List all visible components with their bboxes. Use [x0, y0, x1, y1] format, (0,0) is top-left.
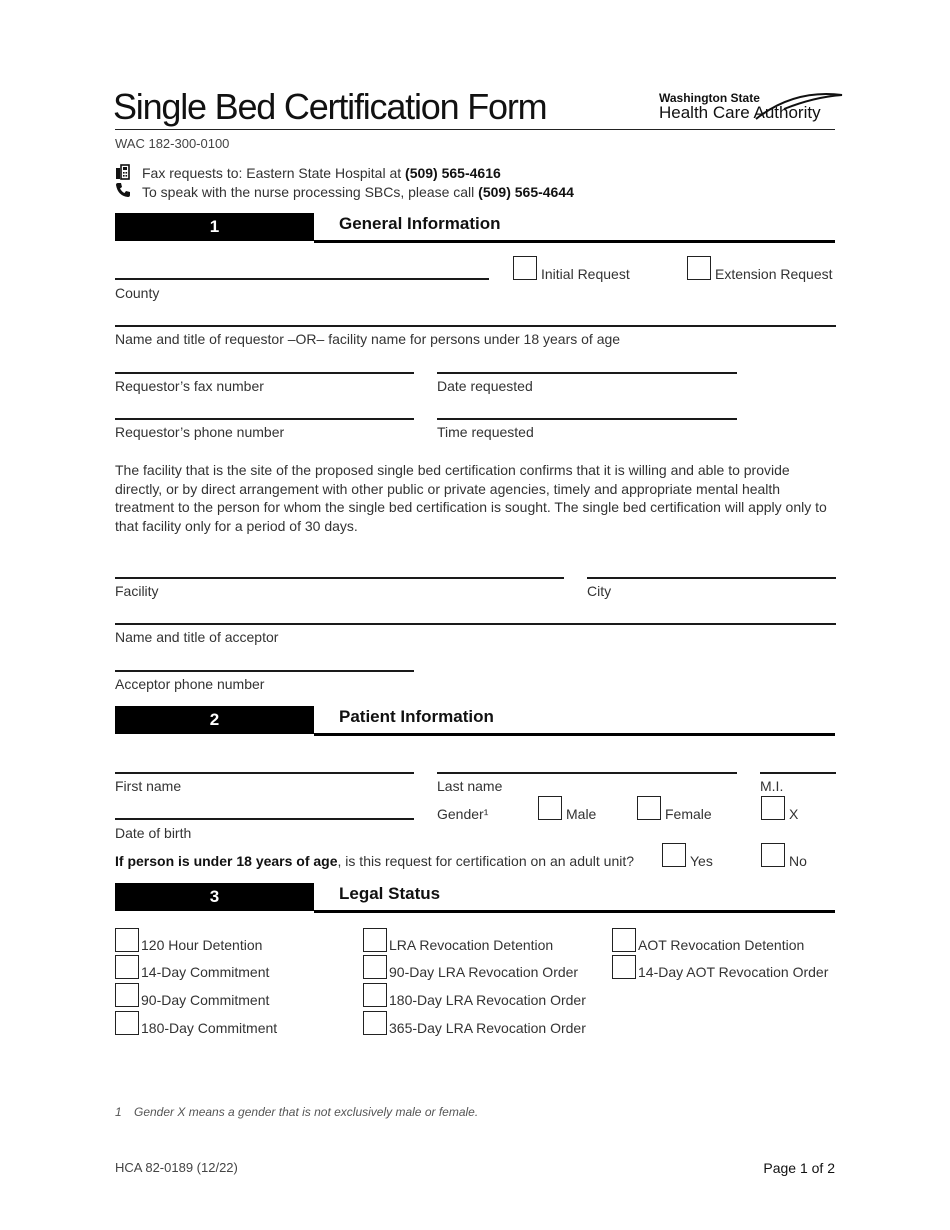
legal-status-label: 180-Day LRA Revocation Order [389, 992, 586, 1008]
adult-unit-question-rest: , is this request for certification on an adult unit? [337, 853, 635, 869]
logo-line1: Washington State [659, 91, 760, 105]
legal-status-label: 120 Hour Detention [141, 937, 263, 953]
section-1-number: 1 [115, 213, 314, 241]
legal-status-checkbox[interactable] [115, 1011, 139, 1035]
section-2-title: Patient Information [339, 707, 494, 726]
city-field[interactable] [587, 577, 836, 579]
initial-request-label: Initial Request [541, 266, 630, 282]
gender-male-checkbox[interactable] [538, 796, 562, 820]
acceptor-name-field[interactable] [115, 623, 836, 625]
gender-x-checkbox[interactable] [761, 796, 785, 820]
first-name-field[interactable] [115, 772, 414, 774]
fax-line [142, 165, 501, 181]
requestor-fax-field[interactable] [115, 372, 414, 374]
county-label: County [115, 285, 160, 301]
date-requested-label: Date requested [437, 378, 533, 394]
section-3-number: 3 [115, 883, 314, 911]
requestor-phone-label: Requestor’s phone number [115, 424, 285, 440]
section-3-title: Legal Status [339, 884, 441, 903]
legal-status-label: 90-Day Commitment [141, 992, 270, 1008]
last-name-label: Last name [437, 778, 503, 794]
legal-status-checkbox[interactable] [363, 955, 387, 979]
hca-logo [659, 91, 821, 123]
page-number: Page 1 of 2 [763, 1160, 835, 1176]
facility-confirmation-paragraph: The facility that is the site of the proposed single bed certification confirms that it is willing and able to provide directly, or by direct arrangement with other public or private agencies, timely and appropriate mental health treatment to the person for whom the single bed certification is sought. The single bed certification will apply only to that facility only for a period of 30 days. [115, 462, 827, 534]
gender-x-label: X [789, 806, 799, 822]
legal-status-checkbox[interactable] [115, 983, 139, 1007]
adult-unit-question [115, 853, 634, 869]
fax-icon [115, 164, 131, 180]
legal-status-checkbox[interactable] [363, 1011, 387, 1035]
legal-status-checkbox[interactable] [115, 928, 139, 952]
acceptor-name-label: Name and title of acceptor [115, 629, 279, 645]
middle-initial-label: M.I. [760, 778, 784, 794]
section-2-header [115, 706, 835, 736]
adult-unit-question-bold: If person is under 18 years of age [115, 853, 338, 869]
legal-status-label: 365-Day LRA Revocation Order [389, 1020, 586, 1036]
gender-male-label: Male [566, 806, 597, 822]
adult-unit-no-checkbox[interactable] [761, 843, 785, 867]
gender-female-checkbox[interactable] [637, 796, 661, 820]
fax-number: (509) 565-4616 [405, 165, 501, 181]
last-name-field[interactable] [437, 772, 737, 774]
section-2-number: 2 [115, 706, 314, 734]
section-1-rule [314, 240, 835, 243]
requestor-name-field[interactable] [115, 325, 836, 327]
requestor-phone-field[interactable] [115, 418, 414, 420]
phone-icon [115, 182, 131, 198]
gender-label: Gender¹ [437, 806, 489, 822]
legal-status-label: 14-Day Commitment [141, 964, 270, 980]
legal-status-label: 90-Day LRA Revocation Order [389, 964, 579, 980]
wac-code: WAC 182-300-0100 [115, 136, 230, 151]
time-requested-label: Time requested [437, 424, 534, 440]
footnote-number: 1 [115, 1105, 122, 1119]
legal-status-checkbox[interactable] [612, 928, 636, 952]
date-of-birth-label: Date of birth [115, 825, 192, 841]
initial-request-checkbox[interactable] [513, 256, 537, 280]
logo-line2: Health Care Authority [659, 103, 821, 122]
legal-status-checkbox[interactable] [612, 955, 636, 979]
footnote-text: Gender X means a gender that is not exclusively male or female. [134, 1105, 479, 1119]
requestor-fax-label: Requestor’s fax number [115, 378, 264, 394]
requestor-name-label: Name and title of requestor –OR– facility name for persons under 18 years of age [115, 331, 621, 347]
legal-status-label: 180-Day Commitment [141, 1020, 278, 1036]
adult-unit-yes-checkbox[interactable] [662, 843, 686, 867]
logo-swoosh-icon [754, 91, 846, 121]
fax-prefix: Fax requests to: Eastern State Hospital at [142, 165, 406, 181]
section-2-rule [314, 733, 835, 736]
date-of-birth-field[interactable] [115, 818, 414, 820]
phone-number: (509) 565-4644 [478, 184, 574, 200]
phone-line [142, 184, 574, 200]
page-title: Single Bed Certification Form [113, 86, 547, 127]
form-id: HCA 82-0189 (12/22) [115, 1160, 238, 1175]
legal-status-checkbox[interactable] [115, 955, 139, 979]
facility-field[interactable] [115, 577, 564, 579]
legal-status-label: LRA Revocation Detention [389, 937, 554, 953]
section-3-header [115, 883, 835, 913]
county-field[interactable] [115, 278, 489, 280]
phone-prefix: To speak with the nurse processing SBCs, please call [142, 184, 479, 200]
gender-female-label: Female [665, 806, 712, 822]
section-1-header [115, 213, 835, 243]
section-1-title: General Information [339, 214, 501, 233]
middle-initial-field[interactable] [760, 772, 836, 774]
legal-status-checkbox[interactable] [363, 983, 387, 1007]
legal-status-checkbox[interactable] [363, 928, 387, 952]
legal-status-label: AOT Revocation Detention [638, 937, 805, 953]
time-requested-field[interactable] [437, 418, 737, 420]
extension-request-label: Extension Request [715, 266, 833, 282]
date-requested-field[interactable] [437, 372, 737, 374]
acceptor-phone-field[interactable] [115, 670, 414, 672]
adult-unit-yes-label: Yes [690, 853, 713, 869]
facility-label: Facility [115, 583, 159, 599]
first-name-label: First name [115, 778, 182, 794]
header-rule [115, 129, 835, 130]
section-3-rule [314, 910, 835, 913]
acceptor-phone-label: Acceptor phone number [115, 676, 265, 692]
extension-request-checkbox[interactable] [687, 256, 711, 280]
city-label: City [587, 583, 612, 599]
legal-status-label: 14-Day AOT Revocation Order [638, 964, 829, 980]
adult-unit-no-label: No [789, 853, 807, 869]
